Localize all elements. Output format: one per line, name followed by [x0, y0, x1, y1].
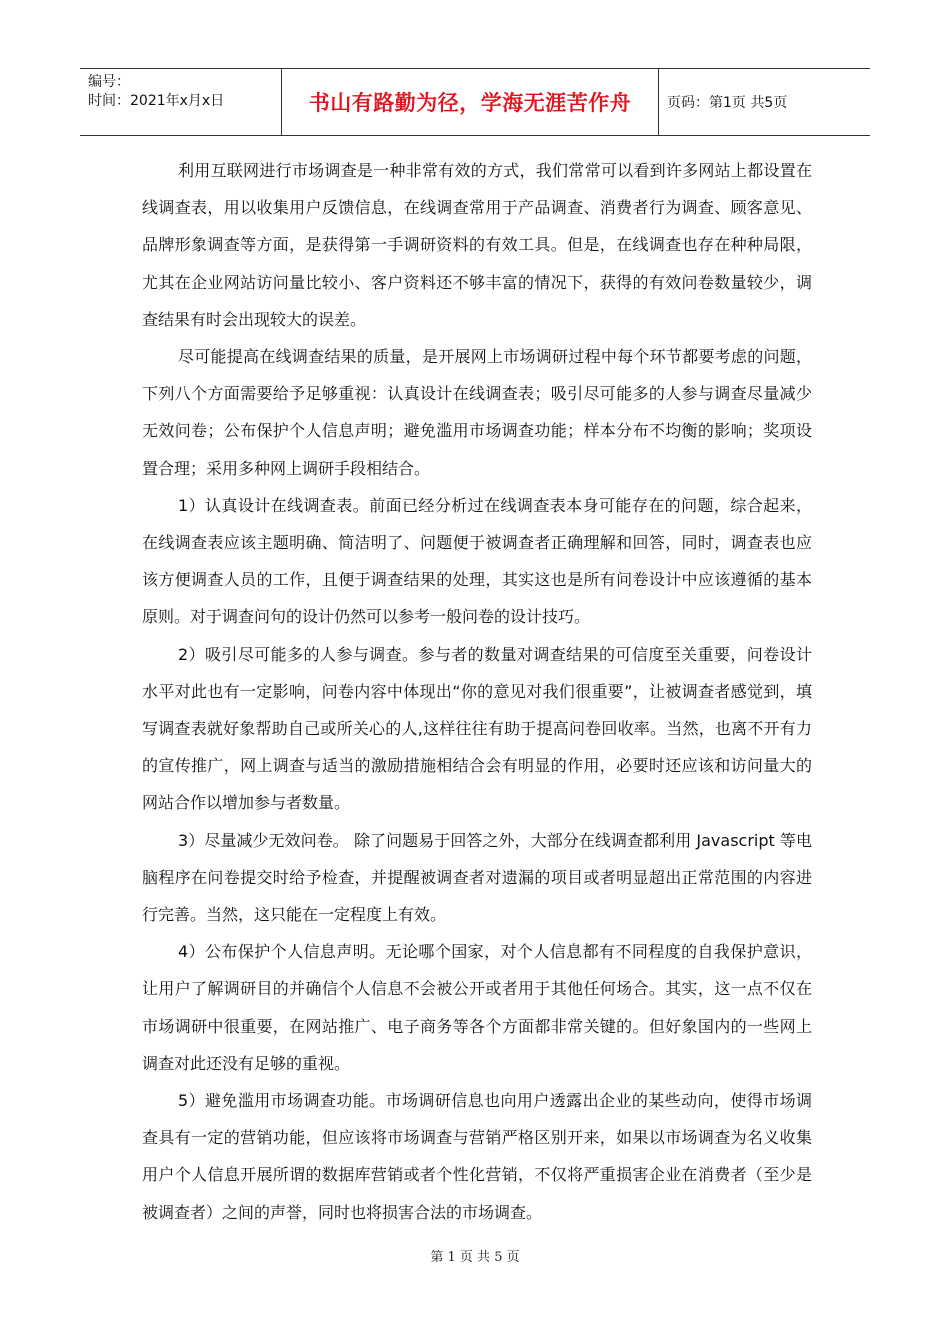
page-header [80, 68, 870, 136]
document-body [142, 152, 812, 1231]
body-paragraph: 1）认真设计在线调查表。前面已经分析过在线调查表本身可能存在的问题，综合起来，在线调查表应该主题明确、简洁明了、问题便于被调查者正确理解和回答，同时，调查表也应该方便调查人员的工作，且便于调查结果的处理，其实这也是所有问卷设计中应该遵循的基本原则。对于调查问句的设计仍然可以参考一般问卷的设计技巧。 [142, 495, 812, 627]
body-paragraph: 尽可能提高在线调查结果的质量，是开展网上市场调研过程中每个环节都要考虑的问题，下列八个方面需要给予足够重视：认真设计在线调查表；吸引尽可能多的人参与调查尽量减少无效问卷；公布保护个人信息声明；避免滥用市场调查功能；样本分布不均衡的影响；奖项设置合理；采用多种网上调研手段相结合。 [142, 347, 812, 478]
document-number-label: 编号： [88, 74, 130, 90]
body-paragraph: 3）尽量减少无效问卷。 除了问题易于回答之外，大部分在线调查都利用 Javascript 等电脑程序在问卷提交时给予检查，并提醒被调查者对遗漏的项目或者明显超出正常范围的内容进行完善。当然，这只能在一定程度上有效。 [142, 830, 812, 925]
body-paragraph: 4）公布保护个人信息声明。无论哪个国家，对个人信息都有不同程度的自我保护意识，让用户了解调研目的并确信个人信息不会被公开或者用于其他任何场合。其实，这一点不仅在市场调研中很重要，在网站推广、电子商务等各个方面都非常关键的。但好象国内的一些网上调查对此还没有足够的重视。 [142, 942, 812, 1073]
header-page-info: 页码：第1页 共5页 [667, 95, 788, 111]
header-meta-cell [80, 69, 282, 135]
body-paragraph: 5）避免滥用市场调查功能。市场调研信息也向用户透露出企业的某些动向，使得市场调查具有一定的营销功能，但应该将市场调查与营销严格区别开来，如果以市场调查为名义收集用户个人信息开展所谓的数据库营销或者个性化营销，不仅将严重损害企业在消费者（至少是被调查者）之间的声誉，同时也将损害合法的市场调查。 [142, 1091, 812, 1222]
header-motto: 书山有路勤为径，学海无涯苦作舟 [282, 69, 659, 135]
page-footer: 第 1 页 共 5 页 [430, 1250, 520, 1265]
body-paragraph: 2）吸引尽可能多的人参与调查。参与者的数量对调查结果的可信度至关重要，问卷设计水平对此也有一定影响，问卷内容中体现出“你的意见对我们很重要”，让被调查者感觉到，填写调查表就好象帮助自己或所关心的人,这样往往有助于提高问卷回收率。当然，也离不开有力的宣传推广，网上调查与适当的激励措施相结合会有明显的作用，必要时还应该和访问量大的网站合作以增加参与者数量。 [142, 644, 812, 813]
document-date: 时间：2021年x月x日 [88, 93, 225, 109]
body-paragraph: 利用互联网进行市场调查是一种非常有效的方式，我们常常可以看到许多网站上都设置在线调查表，用以收集用户反馈信息，在线调查常用于产品调查、消费者行为调查、顾客意见、品牌形象调查等方面，是获得第一手调研资料的有效工具。但是，在线调查也存在种种局限，尤其在企业网站访问量比较小、客户资料还不够丰富的情况下，获得的有效问卷数量较少，调查结果有时会出现较大的误差。 [142, 161, 812, 329]
